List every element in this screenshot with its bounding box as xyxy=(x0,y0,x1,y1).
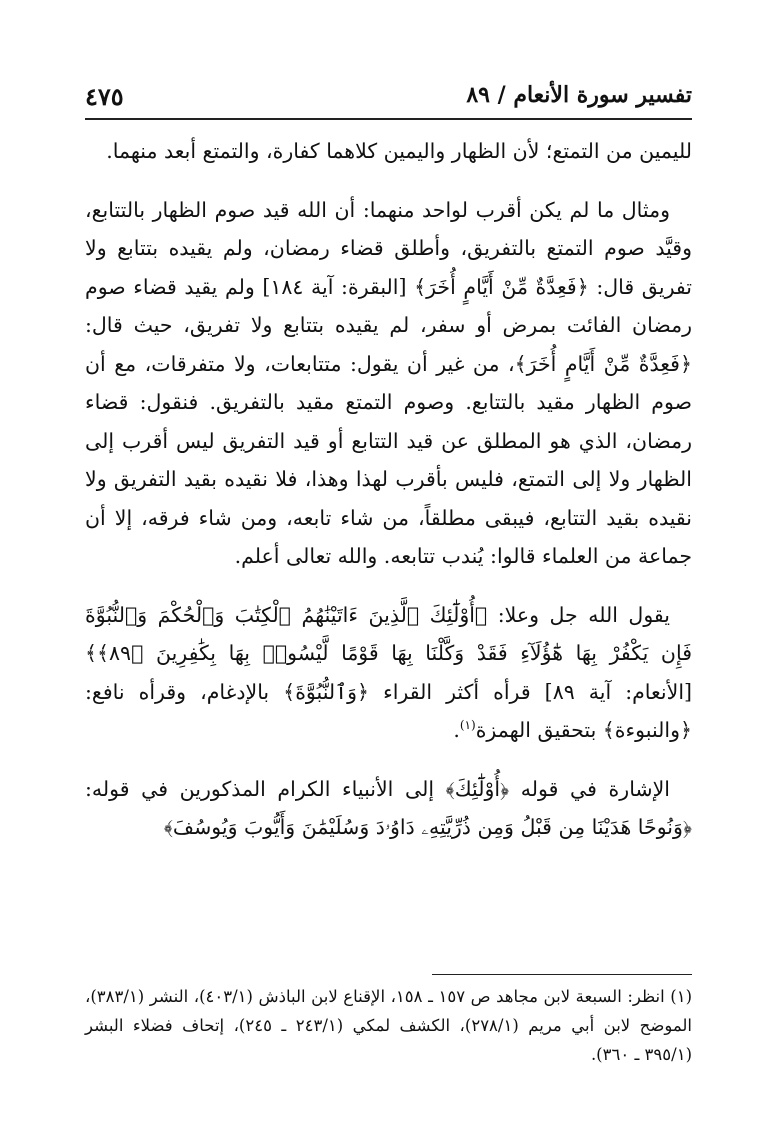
paragraph-3 xyxy=(85,596,692,750)
footnote-reference[interactable]: (١) xyxy=(459,718,476,733)
paragraph-4: الإشارة في قوله ﴿أُوْلَٰٓئِكَ﴾ إلى الأنبياء الكرام المذكورين في قوله: ﴿وَنُوحًا هَدَيْنَا مِن قَبْلُ وَمِن ذُرِّيَّتِهِۦ دَاوُۥدَ وَسُلَيْمَٰنَ وَأَيُّوبَ وَيُوسُفَ﴾ xyxy=(85,776,692,839)
page-header xyxy=(85,82,692,116)
body-text xyxy=(85,132,692,847)
header-divider xyxy=(85,118,692,120)
footnote-1: (١) انظر: السبعة لابن مجاهد ص ١٥٧ ـ ١٥٨، الإقناع لابن الباذش (٤٠٣/١)، النشر (٣٨٣/١)، الموضح لابن أبي مريم (٢٧٨/١)، الكشف لمكي (٢٤٣/١ ـ ٢٤٥)، إتحاف فضلاء البشر (٣٩٥/١ ـ ٣٦٠). xyxy=(85,987,693,1064)
page-number: ٤٧٥ xyxy=(85,82,124,111)
footnote-divider xyxy=(432,974,692,975)
footnotes xyxy=(85,982,692,1069)
paragraph-3-text: يقول الله جل وعلا: ﴿أُوْلَٰٓئِكَ ٱلَّذِينَ ءَاتَيْنَٰهُمُ ٱلْكِتَٰبَ وَٱلْحُكْمَ وَٱلنُّبُوَّةَ فَإِن يَكْفُرْ بِهَا هَٰٓؤُلَآءِ فَقَدْ وَكَّلْنَا بِهَا قَوْمًا لَّيْسُوا۟ بِهَا بِكَٰفِرِينَ ﴿٨٩﴾﴾ [الأنعام: آية ٨٩] قرأه أكثر القراء ﴿وَٱلنُّبُوَّةَ﴾ بالإدغام، وقرأه نافع: ﴿والنبوءة﴾ بتحقيق الهمزة xyxy=(85,602,693,742)
paragraph-3-end: . xyxy=(453,718,460,742)
paragraph-2: ومثال ما لم يكن أقرب لواحد منهما: أن الله قيد صوم الظهار بالتتابع، وقيَّد صوم التمتع بالتفريق، وأطلق قضاء رمضان، ولم يقيده بتتابع ولا تفريق قال: ﴿فَعِدَّةٌ مِّنْ أَيَّامٍ أُخَرَ﴾ [البقرة: آية ١٨٤] ولم يقيد قضاء صوم رمضان الفائت بمرض أو سفر، لم يقيده بتتابع ولا تفريق، حيث قال: ﴿فَعِدَّةٌ مِّنْ أَيَّامٍ أُخَرَ﴾، من غير أن يقول: متتابعات، ولا متفرقات، مع أن صوم الظهار مقيد بالتتابع. وصوم التمتع مقيد بالتفريق. فنقول: قضاء رمضان، الذي هو المطلق عن قيد التتابع أو قيد التفريق ليس أقرب إلى الظهار ولا إلى التمتع، فليس بأقرب لهذا وهذا، فلا نقيده بقيد التفريق ولا نقيده بقيد التتابع، فيبقى مطلقاً، من شاء تابعه، ومن شاء فرقه، إلا أن جماعة من العلماء قالوا: يُندب تتابعه. والله تعالى أعلم. xyxy=(85,197,692,568)
running-title: تفسير سورة الأنعام / ٨٩ xyxy=(466,82,692,108)
paragraph-1: لليمين من التمتع؛ لأن الظهار واليمين كلاهما كفارة، والتمتع أبعد منهما. xyxy=(106,139,692,163)
